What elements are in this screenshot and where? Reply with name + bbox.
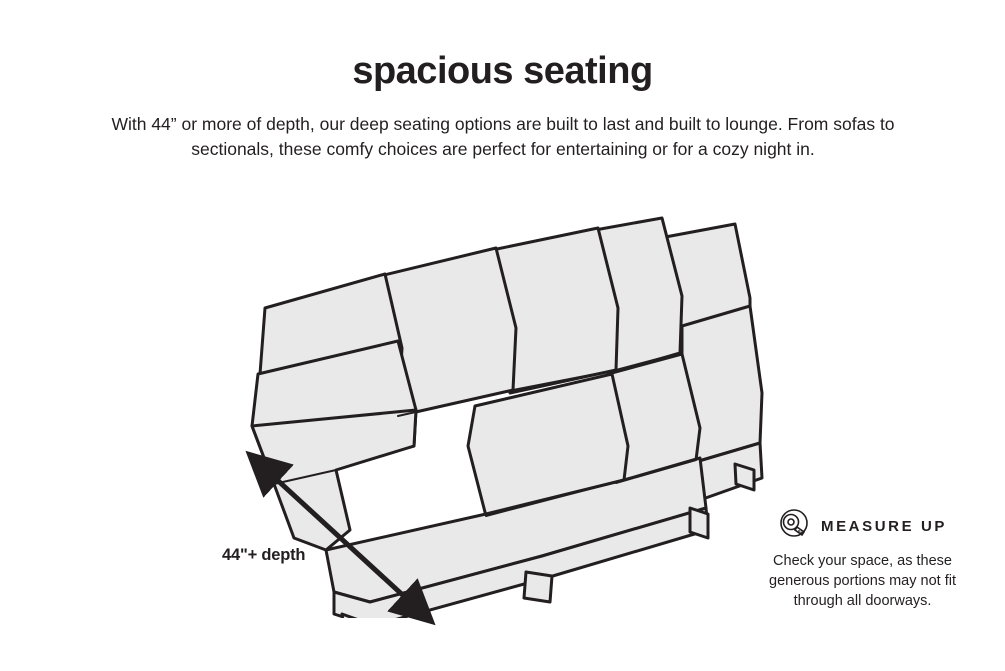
depth-label: 44"+ depth (222, 546, 306, 564)
tape-measure-icon (778, 508, 810, 545)
measure-up-note: Check your space, as these generous portions may not fit through all doorways. (769, 553, 956, 609)
depth-arrow (215, 440, 455, 640)
page-title: spacious seating (352, 50, 653, 92)
measure-up-callout (745, 508, 980, 611)
measure-up-title: MEASURE UP (820, 517, 947, 535)
page-description: With 44” or more of depth, our deep seating options are built to last and built to lounge. From sofas to sectionals, these comfy choices are perfect for entertaining or for a cozy night in. (111, 114, 895, 160)
